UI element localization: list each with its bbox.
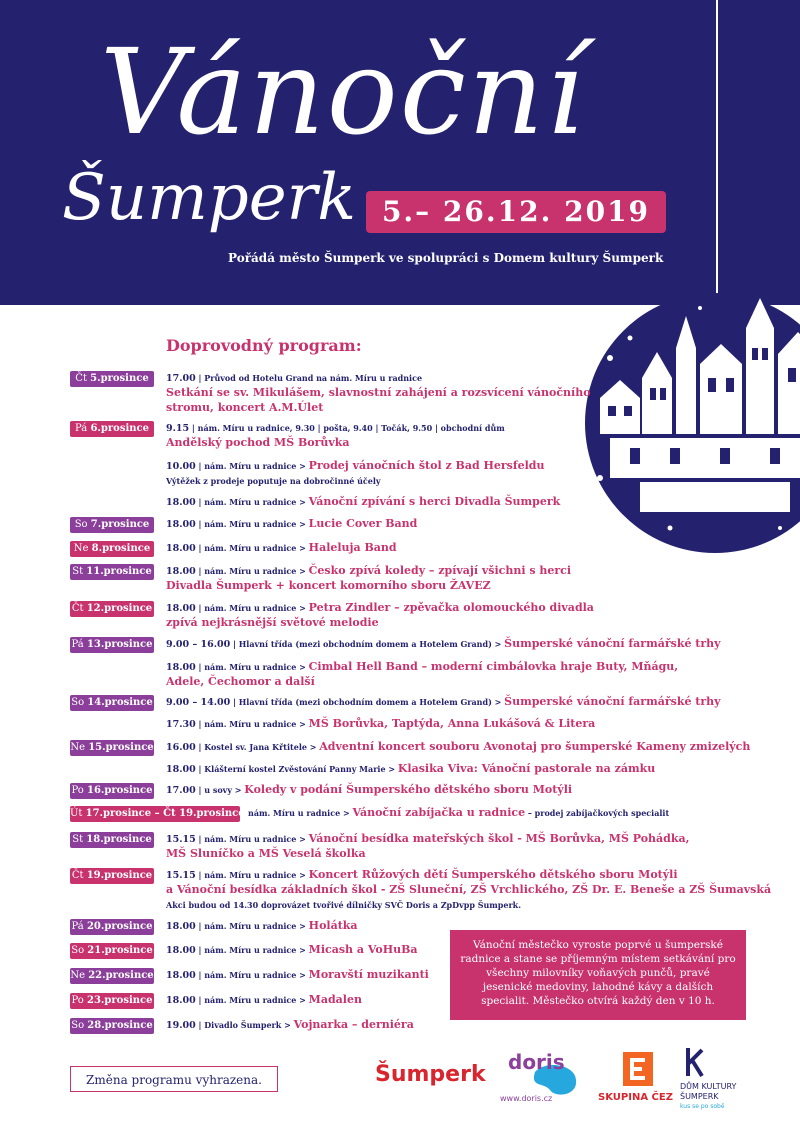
event-title: Vojnarka – derniéra bbox=[293, 1018, 414, 1031]
dum-kultury-logo bbox=[680, 1046, 760, 1114]
entry-line bbox=[166, 579, 571, 594]
event-title: Prodej vánočních štol z Bad Hersfeldu bbox=[308, 459, 545, 472]
event-title: Koncert Růžových dětí Šumperského dětského sboru Motýli bbox=[308, 868, 678, 881]
entry-text bbox=[166, 783, 572, 798]
event-title: Česko zpívá koledy – zpívají všichni s herci bbox=[308, 564, 572, 577]
entry-line bbox=[166, 993, 362, 1008]
event-time: 18.00 bbox=[166, 566, 196, 577]
event-title: Koledy v podání Šumperského dětského sboru Motýli bbox=[244, 783, 573, 796]
day-badge bbox=[70, 564, 154, 580]
entry-line bbox=[166, 637, 721, 652]
event-venue: | nám. Míru u radnice > bbox=[195, 995, 309, 1005]
event-time: 18.00 bbox=[166, 519, 196, 530]
entry-text bbox=[166, 1018, 414, 1033]
event-title: Micash a VoHuBa bbox=[308, 943, 418, 956]
day-label: 21.prosince bbox=[87, 945, 153, 956]
day-label: 23.prosince bbox=[87, 995, 153, 1006]
entry-text bbox=[166, 868, 771, 913]
event-title: Adele, Čechomor a další bbox=[166, 675, 315, 688]
event-time: 18.00 bbox=[166, 970, 196, 981]
entry-line bbox=[166, 847, 689, 862]
entry-line bbox=[166, 660, 678, 675]
event-time: 15.15 bbox=[166, 870, 196, 881]
entry-text bbox=[166, 717, 595, 732]
event-title: Madalen bbox=[308, 993, 362, 1006]
event-title: Petra Zindler – zpěvačka olomouckého divadla bbox=[308, 601, 594, 614]
entry-line bbox=[166, 783, 572, 798]
entry-line bbox=[166, 495, 560, 510]
header-banner bbox=[0, 0, 800, 305]
day-label: 20.prosince bbox=[86, 921, 153, 932]
entry-line bbox=[166, 1018, 414, 1033]
event-title: Holátka bbox=[308, 919, 358, 932]
event-title: MŠ Borůvka, Taptýda, Anna Lukášová & Litera bbox=[308, 717, 596, 730]
event-time: 17.30 bbox=[166, 719, 196, 730]
day-abbr: Po bbox=[71, 995, 84, 1006]
event-venue: | Klášterní kostel Zvěstování Panny Marie > bbox=[195, 764, 398, 774]
event-time: 17.00 bbox=[166, 785, 196, 796]
entry-line bbox=[166, 421, 505, 436]
event-venue: | Hlavní třída (mezi obchodním domem a Hotelem Grand) > bbox=[230, 639, 505, 649]
day-label: 8.prosince bbox=[91, 543, 151, 554]
event-time: 9.15 bbox=[166, 423, 190, 434]
doris-url: www.doris.cz bbox=[500, 1094, 553, 1103]
event-time: 9.00 – 16.00 bbox=[166, 639, 231, 650]
event-venue: | nám. Míru u radnice > bbox=[195, 870, 309, 880]
entry-text bbox=[166, 660, 678, 690]
event-time: 10.00 bbox=[166, 461, 196, 472]
event-venue: | nám. Míru u radnice > bbox=[195, 603, 309, 613]
event-title: Klasika Viva: Vánoční pastorale na zámku bbox=[397, 762, 656, 775]
entry-text bbox=[166, 541, 397, 556]
dk-k-icon bbox=[684, 1046, 706, 1078]
event-title: MŠ Sluníčko a MŠ Veselá školka bbox=[166, 847, 366, 860]
entry-line bbox=[166, 386, 591, 401]
event-venue: | nám. Míru u radnice > bbox=[195, 921, 309, 931]
title-line-1: Vánoční bbox=[100, 23, 586, 161]
entry-text bbox=[166, 637, 721, 652]
day-abbr: Čt bbox=[71, 603, 84, 614]
event-venue: | nám. Míru u radnice > bbox=[195, 497, 309, 507]
day-label: 16.prosince bbox=[87, 785, 153, 796]
dk-tagline: kus se po sobě bbox=[680, 1103, 725, 1110]
day-abbr: Pá bbox=[75, 423, 88, 434]
day-abbr: So bbox=[71, 697, 85, 708]
dk-line-2: ŠUMPERK bbox=[680, 1092, 719, 1101]
day-badge bbox=[70, 541, 154, 557]
entry-line bbox=[166, 436, 505, 451]
event-venue: | nám. Míru u radnice > bbox=[195, 662, 309, 672]
event-venue: | Průvod od Hotelu Grand na nám. Míru u radnice bbox=[195, 373, 423, 383]
event-title: Andělský pochod MŠ Borůvka bbox=[166, 436, 350, 449]
day-label: 7.prosince bbox=[90, 519, 150, 530]
day-badge bbox=[70, 806, 245, 822]
day-badge bbox=[70, 695, 154, 711]
event-venue: | nám. Míru u radnice > bbox=[195, 566, 309, 576]
cez-wordmark: SKUPINA ČEZ bbox=[598, 1092, 673, 1103]
event-venue: | nám. Míru u radnice > bbox=[195, 970, 309, 980]
event-venue: | nám. Míru u radnice > bbox=[195, 461, 309, 471]
entry-line bbox=[166, 459, 544, 474]
event-title: Haleluja Band bbox=[308, 541, 397, 554]
day-abbr: Ne bbox=[70, 742, 85, 753]
event-title: Adventní koncert souboru Avonotaj pro šumperské Kameny zmizelých bbox=[319, 740, 751, 753]
entry-text bbox=[166, 459, 544, 489]
entry-line bbox=[166, 943, 418, 958]
event-venue: | nám. Míru u radnice > bbox=[195, 945, 309, 955]
entry-text bbox=[166, 517, 417, 532]
entry-line bbox=[166, 541, 397, 556]
entry-line bbox=[166, 675, 678, 690]
event-title: Šumperské vánoční farmářské trhy bbox=[504, 695, 721, 708]
doris-logo bbox=[500, 1050, 585, 1110]
day-abbr: Pá bbox=[71, 639, 84, 650]
ornament-string bbox=[716, 0, 718, 300]
event-venue: | nám. Míru u radnice > bbox=[195, 519, 309, 529]
event-time: 16.00 bbox=[166, 742, 196, 753]
day-badge bbox=[70, 868, 154, 884]
event-venue: | Divadlo Šumperk > bbox=[195, 1020, 294, 1030]
event-title: zpívá nejkrásnější světové melodie bbox=[166, 616, 379, 629]
day-label: 22.prosince bbox=[88, 970, 154, 981]
day-badge bbox=[70, 943, 154, 959]
event-title: a Vánoční besídka základních škol - ZŠ Sluneční, ZŠ Vrchlického, ZŠ Dr. E. Beneše a ZŠ Šumavská bbox=[166, 883, 772, 896]
entry-text bbox=[166, 601, 594, 631]
day-abbr: Čt bbox=[75, 373, 87, 384]
dk-line-1: DŮM KULTURY bbox=[680, 1082, 737, 1091]
day-abbr: Út bbox=[70, 808, 83, 819]
event-time: 9.00 – 14.00 bbox=[166, 697, 231, 708]
day-abbr: Čt bbox=[71, 870, 84, 881]
event-time: 18.00 bbox=[166, 603, 196, 614]
day-badge bbox=[70, 740, 154, 756]
entry-text bbox=[248, 806, 669, 821]
day-badge bbox=[70, 421, 154, 437]
event-title: Šumperské vánoční farmářské trhy bbox=[504, 637, 721, 650]
event-venue: | Hlavní třída (mezi obchodním domem a Hotelem Grand) > bbox=[230, 697, 505, 707]
event-time: 17.00 bbox=[166, 373, 196, 384]
day-badge bbox=[70, 601, 154, 617]
day-abbr: So bbox=[71, 1020, 85, 1031]
event-title: Lucie Cover Band bbox=[308, 517, 418, 530]
day-abbr: Ne bbox=[73, 543, 89, 554]
day-abbr: St bbox=[72, 566, 84, 577]
event-time: 18.00 bbox=[166, 764, 196, 775]
event-title: Setkání se sv. Mikulášem, slavnostní zahájení a rozsvícení vánočního bbox=[166, 386, 591, 399]
day-badge bbox=[70, 1018, 154, 1034]
entry-text bbox=[166, 919, 358, 934]
day-badge bbox=[70, 993, 154, 1009]
entry-text bbox=[166, 695, 721, 710]
entry-text bbox=[166, 421, 505, 451]
date-badge: 5.– 26.12. 2019 bbox=[366, 191, 666, 233]
cez-emblem-icon bbox=[623, 1052, 653, 1086]
entry-text bbox=[166, 564, 571, 594]
cez-logo bbox=[598, 1052, 678, 1108]
organizer-line: Pořádá město Šumperk ve spolupráci s Domem kultury Šumperk bbox=[228, 251, 664, 265]
program-section-title: Doprovodný program: bbox=[166, 336, 362, 355]
event-title: Vánoční zpívání s herci Divadla Šumperk bbox=[308, 495, 561, 508]
entry-line bbox=[166, 883, 771, 898]
event-time: 15.15 bbox=[166, 834, 196, 845]
entry-line bbox=[166, 371, 591, 386]
entry-line bbox=[166, 868, 771, 883]
entry-line bbox=[166, 968, 429, 983]
sumperk-logo: Šumperk bbox=[375, 1062, 486, 1087]
day-label: 6.prosince bbox=[90, 423, 149, 434]
event-venue: Akci budou od 14.30 doprovázet tvořivé dílničky SVČ Doris a ZpDvpp Šumperk. bbox=[166, 900, 521, 910]
event-title: stromu, koncert A.M.Úlet bbox=[166, 401, 324, 414]
day-label: 28.prosince bbox=[87, 1020, 153, 1031]
day-label: 13.prosince bbox=[86, 639, 153, 650]
entry-line bbox=[166, 401, 591, 416]
event-venue: | nám. Míru u radnice > bbox=[195, 719, 309, 729]
event-time: 18.00 bbox=[166, 662, 196, 673]
day-label: 18.prosince bbox=[86, 834, 152, 845]
entry-line bbox=[166, 564, 571, 579]
event-venue: | nám. Míru u radnice > bbox=[195, 834, 309, 844]
day-label: 17.prosince – Čt 19.prosince bbox=[85, 808, 245, 819]
entry-line bbox=[166, 616, 594, 631]
program-change-notice: Změna programu vyhrazena. bbox=[70, 1066, 278, 1092]
day-badge bbox=[70, 783, 154, 799]
event-venue: Výtěžek z prodeje poputuje na dobročinné účely bbox=[166, 476, 381, 486]
entry-line bbox=[166, 762, 655, 777]
event-title: Moravští muzikanti bbox=[308, 968, 429, 981]
day-label: 12.prosince bbox=[86, 603, 153, 614]
entry-line bbox=[166, 474, 544, 489]
entry-text bbox=[166, 968, 429, 983]
entry-text bbox=[166, 943, 418, 958]
event-time: 18.00 bbox=[166, 945, 196, 956]
day-abbr: Ne bbox=[70, 970, 85, 981]
event-venue: nám. Míru u radnice > bbox=[248, 808, 353, 818]
event-venue: | nám. Míru u radnice > bbox=[195, 543, 309, 553]
entry-text bbox=[166, 495, 560, 510]
doris-wordmark: doris bbox=[508, 1050, 565, 1074]
entry-line bbox=[166, 601, 594, 616]
event-time: 18.00 bbox=[166, 543, 196, 554]
day-abbr: So bbox=[71, 945, 85, 956]
entry-line bbox=[248, 806, 669, 821]
entry-text bbox=[166, 371, 591, 416]
event-time: 19.00 bbox=[166, 1020, 196, 1031]
ornament-bauble-icon bbox=[580, 288, 800, 558]
day-abbr: Pá bbox=[71, 921, 84, 932]
day-label: 5.prosince bbox=[90, 373, 149, 384]
title-line-2: Šumperk bbox=[62, 161, 356, 235]
day-badge bbox=[70, 919, 154, 935]
entry-line bbox=[166, 717, 595, 732]
day-abbr: So bbox=[74, 519, 88, 530]
day-label: 14.prosince bbox=[87, 697, 153, 708]
event-note: – prodej zabíjačkových specialit bbox=[525, 808, 670, 818]
event-venue: | u sovy > bbox=[195, 785, 245, 795]
entry-line bbox=[166, 898, 771, 913]
entry-line bbox=[166, 919, 358, 934]
day-badge bbox=[70, 637, 154, 653]
entry-text bbox=[166, 993, 362, 1008]
event-time: 18.00 bbox=[166, 995, 196, 1006]
entry-line bbox=[166, 517, 417, 532]
day-abbr: Po bbox=[71, 785, 84, 796]
day-label: 11.prosince bbox=[86, 566, 152, 577]
entry-line bbox=[166, 740, 750, 755]
entry-line bbox=[166, 695, 721, 710]
event-venue: | Kostel sv. Jana Křtitele > bbox=[195, 742, 320, 752]
event-title: Divadla Šumperk + koncert komorního sboru ŽAVEZ bbox=[166, 579, 491, 592]
entry-line bbox=[166, 832, 689, 847]
day-label: 15.prosince bbox=[88, 742, 154, 753]
event-title: Vánoční zabíjačka u radnice bbox=[352, 806, 526, 819]
event-time: 18.00 bbox=[166, 497, 196, 508]
event-title: Cimbal Hell Band – moderní cimbálovka hraje Buty, Mňágu, bbox=[308, 660, 679, 673]
entry-text bbox=[166, 740, 750, 755]
day-badge bbox=[70, 517, 154, 533]
entry-text bbox=[166, 832, 689, 862]
entry-text bbox=[166, 762, 655, 777]
day-badge bbox=[70, 968, 154, 984]
day-abbr: St bbox=[72, 834, 84, 845]
event-title: Vánoční besídka mateřských škol - MŠ Borůvka, MŠ Pohádka, bbox=[308, 832, 690, 845]
info-box: Vánoční městečko vyroste poprvé u šumperské radnice a stane se příjemným místem setkávání pro všechny milovníky voňavých punčů, pravé jesenické medoviny, lahodné kávy a dalších specialit. Městečko otvírá každý den v 10 h. bbox=[450, 930, 746, 1020]
day-badge bbox=[70, 832, 154, 848]
day-badge bbox=[70, 371, 154, 387]
day-label: 19.prosince bbox=[86, 870, 153, 881]
event-time: 18.00 bbox=[166, 921, 196, 932]
event-venue: | nám. Míru u radnice, 9.30 | pošta, 9.40 | Točák, 9.50 | obchodní dům bbox=[189, 423, 505, 433]
